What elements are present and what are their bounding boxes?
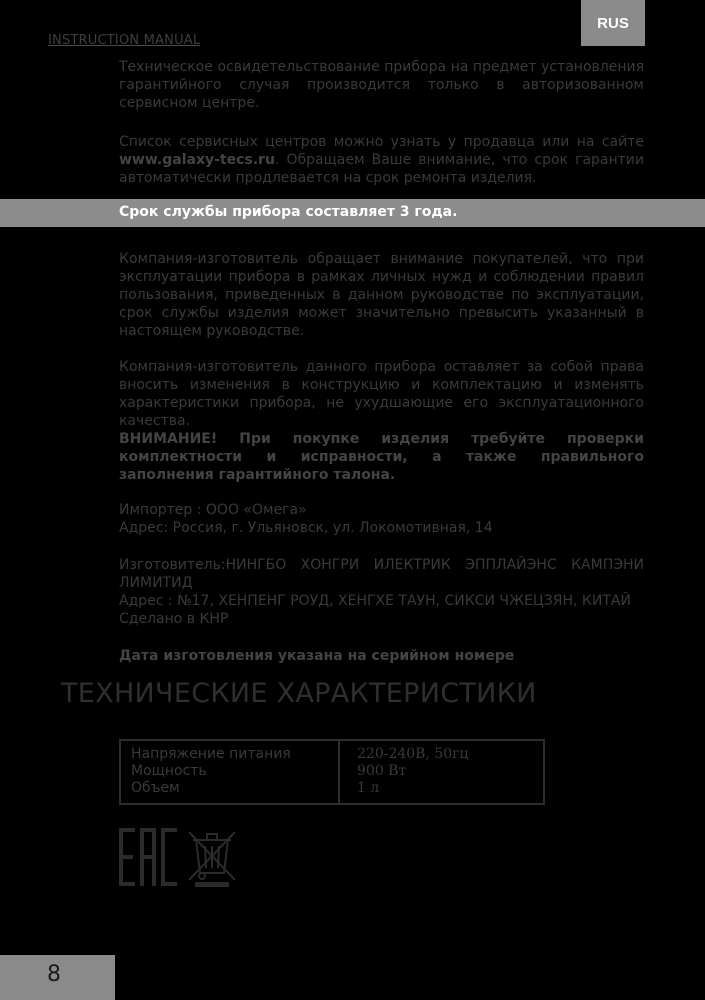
paragraph-inspection [119, 58, 644, 112]
certification-marks [119, 828, 239, 890]
paragraph-service-centers [119, 133, 644, 187]
paragraph-attention [119, 430, 644, 484]
specs-labels-column [121, 741, 340, 803]
importer-block [119, 501, 644, 537]
spec-value-voltage: 220-240В, 50гц [357, 746, 469, 762]
paragraph-design-changes [119, 358, 644, 430]
marks-svg [119, 828, 239, 890]
manufacturer-address: Адрес : №17, ХЕНПЕНГ РОУД, ХЕНГХЕ ТАУН, СИКСИ ЧЖЕЦЗЯН, КИТАЙ [119, 593, 631, 609]
spec-value-volume: 1 л [357, 780, 380, 796]
attention-text: ВНИМАНИЕ! При покупке изделия требуйте проверки комплектности и исправности, а также правильного заполнения гарантийного талона. [119, 431, 644, 483]
specs-values-column [340, 741, 469, 803]
spec-label-voltage: Напряжение питания [131, 746, 291, 762]
weee-crossed-bin-icon [189, 832, 235, 887]
importer-name: Импортер : ООО «Омега» [119, 502, 307, 518]
warranty-extension-text: . Обращаем Ваше внимание, что срок гарантии автоматически продлевается на срок ремонта изделия. [119, 152, 644, 186]
service-centers-text: Список сервисных центров можно узнать у продавца или на сайте [119, 134, 644, 150]
manufacturer-block [119, 556, 644, 628]
manufacturer-name: Изготовитель:НИНГБО ХОНГРИ ИЛЕКТРИК ЭППЛАЙЭНС КАМПЭНИ ЛИМИТИД [119, 557, 644, 591]
spec-label-volume: Объем [131, 780, 180, 796]
specs-table [119, 739, 545, 805]
manufacture-date-text: Дата изготовления указана на серийном номере [119, 648, 515, 664]
paragraph-inspection-text: Техническое освидетельствование прибора на предмет установления гарантийного случая производится только в авторизованном сервисном центре. [119, 59, 644, 111]
paragraph-design-changes-text: Компания-изготовитель данного прибора оставляет за собой права вносить изменения в конструкцию и комплектацию и изменять характеристики прибора, не ухудшающие его эксплуатационного качества. [119, 359, 644, 429]
paragraph-lifetime-note [119, 250, 644, 340]
paragraph-lifetime-note-text: Компания-изготовитель обращает внимание покупателей, что при эксплуатации прибора в рамках личных нужд и соблюдении правил пользования, приведенных в данном руководстве по эксплуатации, срок службы изделия может значительно превысить указанный в настоящем руководстве. [119, 251, 644, 339]
made-in-text: Сделано в КНР [119, 611, 229, 627]
importer-address: Адрес: Россия, г. Ульяновск, ул. Локомотивная, 14 [119, 520, 493, 536]
header-title: INSTRUCTION MANUAL [48, 33, 201, 48]
service-life-text: Срок службы прибора составляет 3 года. [119, 204, 458, 220]
page-number: 8 [47, 962, 61, 987]
website-link[interactable]: www.galaxy-tecs.ru [119, 152, 275, 168]
spec-value-power: 900 Вт [357, 763, 407, 779]
spec-label-power: Мощность [131, 763, 207, 779]
eac-mark-icon [119, 828, 177, 886]
specs-title: ТЕХНИЧЕСКИЕ ХАРАКТЕРИСТИКИ [61, 678, 537, 709]
language-tab: RUS [581, 0, 645, 46]
manufacture-date-note [119, 647, 644, 665]
